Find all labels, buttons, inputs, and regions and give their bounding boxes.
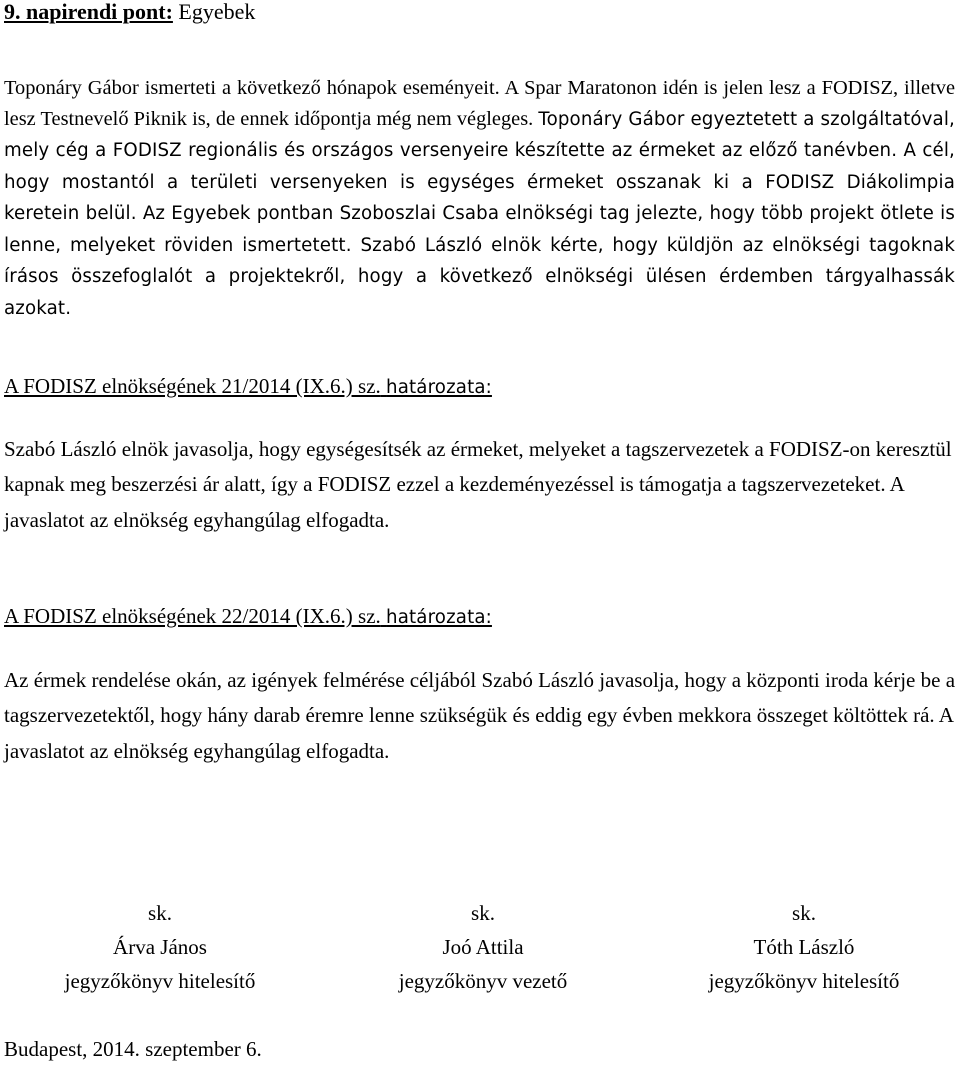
signatory-role: jegyzőkönyv hitelesítő: [64, 969, 256, 993]
signature-block: [654, 896, 954, 998]
resolution-title-main: A FODISZ elnökségének 22/2014 (IX.6.) sz.: [4, 604, 381, 628]
resolution-title: [4, 373, 492, 401]
resolution-text: Az érmek rendelése okán, az igények felmérése céljából Szabó László javasolja, hogy a központi iroda kérje be a tagszervezetektől, hogy hány darab éremre lenne szükségük és eddig egy évben mekkora összeget költöttek rá. A javaslatot az elnökség egyhangúlag elfogadta.: [4, 668, 956, 763]
agenda-item-number: 9. napirendi pont:: [4, 0, 173, 24]
resolution-title: [4, 603, 492, 631]
signature-block: [10, 896, 310, 998]
intro-text-sans: Toponáry Gábor egyeztetett a szolgáltatóval, mely cég a FODISZ regionális és országos versenyeire készítette az érmeket az előző tanévben. A cél, hogy mostantól a területi versenyeken is egységes érmeket osszanak ki a FODISZ Diákolimpia keretein belül. Az Egyebek pontban Szoboszlai Csaba elnökségi tag jelezte, hogy több projekt ötlete is lenne, melyeket röviden ismertetett. Szabó László elnök kérte, hogy küldjön az elnökségi tagoknak írásos összefoglalót a projektekről, hogy a következő elnökségi ülésen érdemben tárgyalhassák azokat.: [4, 108, 955, 319]
section-heading: [4, 0, 255, 25]
intro-paragraph: [4, 73, 955, 324]
agenda-item-title: Egyebek: [178, 0, 256, 24]
resolution-text: Szabó László elnök javasolja, hogy egységesítsék az érmeket, melyeket a tagszervezetek a FODISZ-on keresztül kapnak meg beszerzési ár alatt, így a FODISZ ezzel a kezdeményezéssel is támogatja a tagszervezeteket. A javaslatot az elnökség egyhangúlag elfogadta.: [4, 437, 952, 532]
signatory-role: jegyzőkönyv vezető: [398, 969, 568, 993]
resolution-title-suffix: határozata:: [386, 607, 492, 628]
signature-mark: sk.: [792, 901, 816, 925]
signature-mark: sk.: [148, 901, 172, 925]
signatory-name: Joó Attila: [442, 935, 524, 959]
signature-mark: sk.: [471, 901, 495, 925]
intro-text-serif: Toponáry Gábor ismerteti a következő hónapok eseményeit. A Spar Maratonon idén is jelen lesz a FODISZ, illetve lesz Testnevelő Piknik is, de ennek időpontja még nem végleges.: [4, 77, 955, 130]
place-and-date: Budapest, 2014. szeptember 6.: [4, 1037, 262, 1061]
signatory-name: Árva János: [113, 935, 207, 959]
signature-block: [333, 896, 633, 998]
resolution-title-suffix: határozata:: [386, 377, 492, 398]
resolution-title-main: A FODISZ elnökségének 21/2014 (IX.6.) sz.: [4, 374, 381, 398]
signatory-role: jegyzőkönyv hitelesítő: [708, 969, 900, 993]
signatory-name: Tóth László: [753, 935, 855, 959]
